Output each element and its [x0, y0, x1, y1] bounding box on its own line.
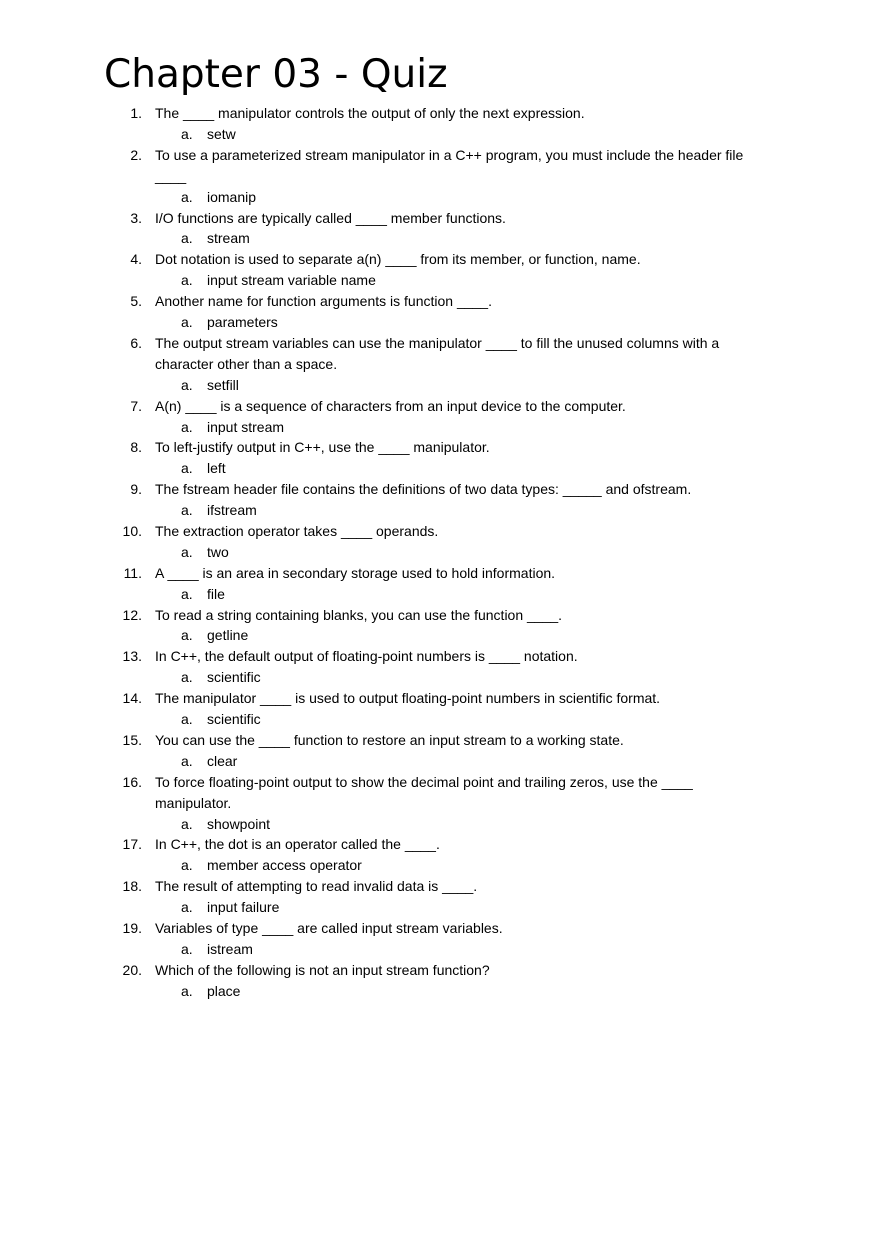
answer-text: input failure	[207, 899, 280, 916]
answer-text: file	[207, 585, 225, 602]
question-text: A ____ is an area in secondary storage used to hold information.	[155, 564, 556, 581]
answer-option	[0, 124, 880, 145]
answer-letter: a.	[181, 188, 193, 205]
quiz-question	[0, 646, 880, 688]
quiz-question	[0, 396, 880, 438]
answer-letter: a.	[181, 314, 193, 330]
quiz-question-list	[0, 103, 880, 1002]
quiz-question	[0, 249, 880, 291]
question-number: 19.	[122, 920, 142, 937]
answer-letter: a.	[181, 752, 193, 769]
quiz-question	[0, 730, 880, 772]
question-text: The manipulator ____ is used to output floating-point numbers in scientific format.	[155, 690, 661, 707]
answer-letter: a.	[181, 669, 193, 686]
quiz-question	[0, 333, 880, 396]
question-text: Another name for function arguments is function ____.	[155, 293, 492, 310]
answer-option	[0, 417, 880, 438]
quiz-question	[0, 688, 880, 730]
quiz-question	[0, 960, 880, 1002]
answer-option	[0, 897, 880, 918]
answer-text: setfill	[207, 376, 239, 393]
answer-option	[0, 814, 880, 835]
question-number: 14.	[122, 690, 142, 707]
answer-option	[0, 981, 880, 1002]
answer-option	[0, 312, 880, 333]
answer-letter: a.	[181, 543, 193, 560]
answer-letter: a.	[181, 376, 193, 393]
answer-text: getline	[207, 627, 249, 644]
question-number: 2.	[130, 146, 142, 163]
quiz-question	[0, 208, 880, 250]
answer-letter: a.	[181, 125, 193, 142]
question-number: 16.	[122, 773, 142, 790]
answer-text: member access operator	[207, 857, 362, 874]
question-number: 3.	[130, 209, 142, 226]
question-number: 13.	[122, 648, 142, 665]
quiz-question	[0, 918, 880, 960]
question-number: 6.	[130, 334, 142, 351]
quiz-question	[0, 291, 880, 333]
answer-text: ifstream	[207, 502, 257, 519]
answer-option	[0, 542, 880, 563]
question-number: 7.	[130, 397, 142, 414]
quiz-question	[0, 563, 880, 605]
question-text: The result of attempting to read invalid data is ____.	[155, 878, 478, 895]
answer-letter: a.	[181, 502, 193, 519]
answer-text: istream	[207, 940, 253, 957]
answer-option	[0, 584, 880, 605]
answer-option	[0, 855, 880, 876]
question-text: You can use the ____ function to restore an input stream to a working state.	[155, 731, 624, 748]
question-number: 9.	[130, 481, 142, 498]
question-text: Dot notation is used to separate a(n) ____ from its member, or function, name.	[155, 251, 641, 268]
question-text: The fstream header file contains the definitions of two data types: _____ and ofstream.	[155, 481, 692, 498]
question-number: 11.	[123, 564, 142, 581]
question-text: Which of the following is not an input stream function?	[155, 961, 490, 978]
answer-text: iomanip	[207, 188, 257, 205]
question-number: 18.	[122, 878, 142, 895]
quiz-question	[0, 876, 880, 918]
answer-letter: a.	[181, 627, 193, 644]
answer-letter: a.	[181, 230, 193, 247]
answer-option	[0, 375, 880, 396]
question-text: The extraction operator takes ____ operands.	[155, 522, 439, 539]
answer-letter: a.	[181, 815, 193, 832]
question-text: To left-justify output in C++, use the ____ manipulator.	[155, 439, 490, 456]
answer-option	[0, 667, 880, 688]
question-text: In C++, the default output of floating-point numbers is ____ notation.	[155, 648, 578, 665]
question-number: 12.	[122, 606, 142, 623]
answer-text: scientific	[207, 711, 261, 728]
answer-text: setw	[207, 125, 236, 142]
question-number: 8.	[130, 439, 142, 456]
answer-text: scientific	[207, 669, 261, 686]
answer-letter: a.	[181, 585, 193, 602]
question-text: A(n) ____ is a sequence of characters from an input device to the computer.	[155, 397, 626, 414]
question-number: 10.	[122, 522, 142, 539]
answer-option	[0, 709, 880, 730]
answer-option	[0, 939, 880, 960]
answer-letter: a.	[181, 982, 193, 999]
quiz-question	[0, 772, 880, 835]
question-text: In C++, the dot is an operator called the ____.	[155, 836, 440, 853]
answer-letter: a.	[181, 418, 193, 435]
answer-text: input stream	[207, 418, 285, 435]
page-title: Chapter 03 - Quiz	[104, 52, 448, 97]
answer-letter: a.	[181, 272, 193, 289]
answer-option	[0, 228, 880, 249]
answer-letter: a.	[181, 940, 193, 957]
answer-option	[0, 625, 880, 646]
answer-letter: a.	[181, 899, 193, 916]
question-text: Variables of type ____ are called input stream variables.	[155, 920, 503, 937]
question-text: To read a string containing blanks, you can use the function ____.	[155, 606, 563, 623]
quiz-question	[0, 437, 880, 479]
answer-letter: a.	[181, 460, 193, 477]
question-number: 1.	[130, 105, 142, 121]
question-text: To use a parameterized stream manipulator in a C++ program, you must include the header file ____	[155, 146, 744, 184]
answer-option	[0, 458, 880, 479]
question-number: 20.	[122, 961, 142, 978]
quiz-question	[0, 834, 880, 876]
question-number: 5.	[130, 293, 142, 310]
answer-option	[0, 500, 880, 521]
question-number: 4.	[130, 251, 142, 268]
quiz-question	[0, 605, 880, 647]
answer-text: clear	[207, 752, 238, 769]
question-text: The output stream variables can use the manipulator ____ to fill the unused columns with a character other than a space.	[155, 334, 720, 372]
answer-option	[0, 270, 880, 291]
quiz-question	[0, 479, 880, 521]
question-text: I/O functions are typically called ____ member functions.	[155, 209, 506, 226]
question-text: To force floating-point output to show the decimal point and trailing zeros, use the ____ manipulator.	[155, 773, 693, 811]
answer-text: input stream variable name	[207, 272, 376, 289]
quiz-question	[0, 521, 880, 563]
question-text: The ____ manipulator controls the output of only the next expression.	[155, 105, 585, 121]
answer-text: showpoint	[207, 815, 271, 832]
answer-text: parameters	[207, 314, 278, 330]
answer-text: place	[207, 982, 241, 999]
answer-option	[0, 751, 880, 772]
quiz-question	[0, 103, 880, 145]
answer-text: left	[207, 460, 226, 477]
answer-text: stream	[207, 230, 250, 247]
quiz-question	[0, 145, 880, 208]
question-number: 15.	[122, 731, 142, 748]
answer-text: two	[207, 543, 229, 560]
answer-option	[0, 187, 880, 208]
answer-letter: a.	[181, 857, 193, 874]
answer-letter: a.	[181, 711, 193, 728]
question-number: 17.	[122, 836, 142, 853]
